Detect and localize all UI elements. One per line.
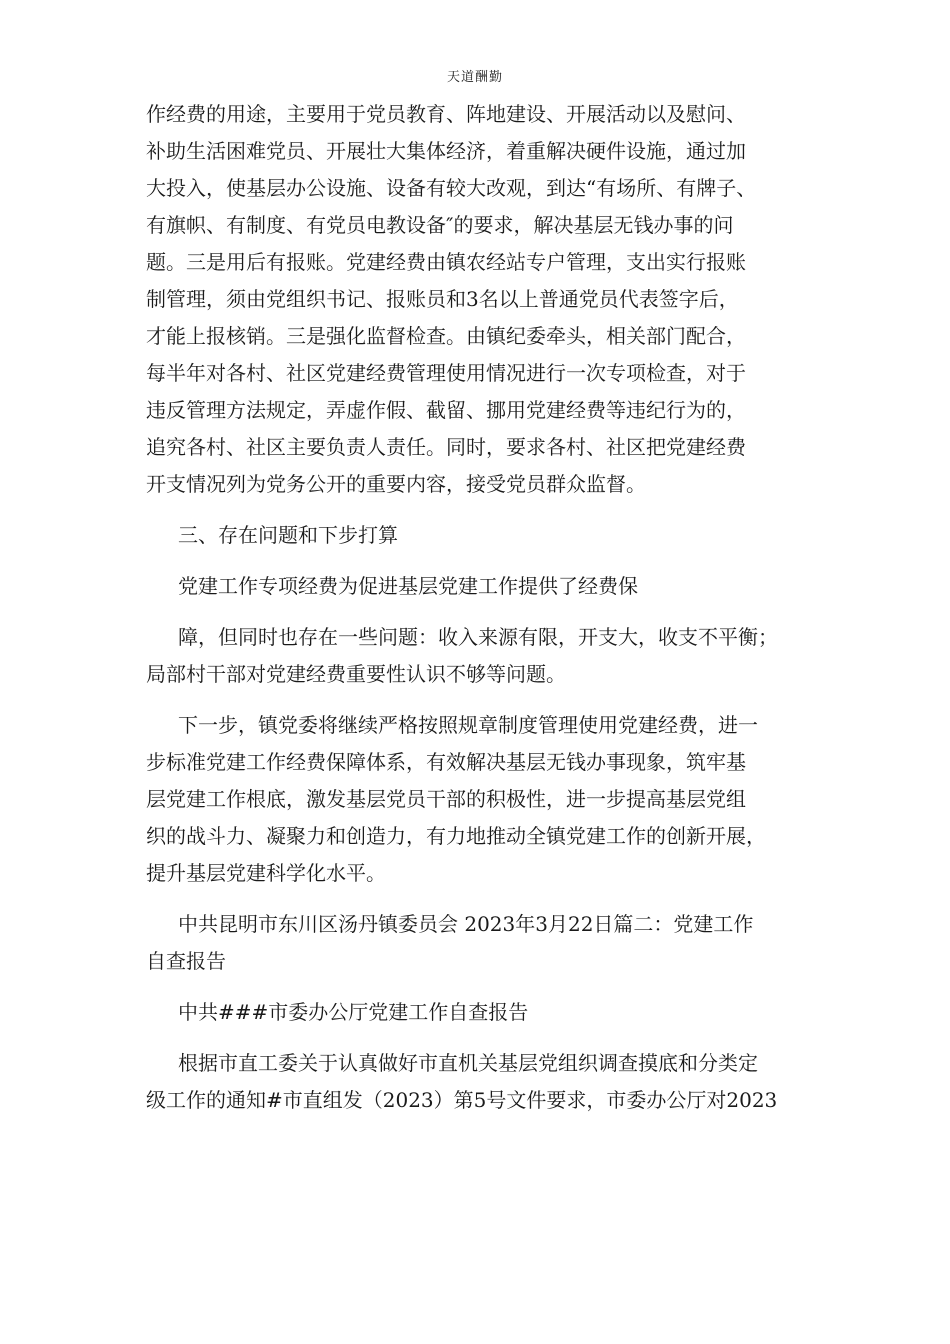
paragraph-signature [146,906,826,980]
text-line: 局部村干部对党建经费重要性认识不够等问题。 [146,662,566,686]
text-line: 下一步，镇党委将继续严格按照规章制度管理使用党建经费，进一 [178,713,758,737]
document-body [146,96,826,1119]
text-line: 有旗帜、有制度、有党员电教设备″的要求，解决基层无钱办事的问 [146,213,734,237]
paragraph-intro: 党建工作专项经费为促进基层党建工作提供了经费保 [178,574,638,598]
section-heading-3: 三、存在问题和下步打算 [178,523,398,547]
text-line: 作经费的用途，主要用于党员教育、阵地建设、开展活动以及慰问、 [146,102,746,126]
text-line: 提升基层党建科学化水平。 [146,861,386,885]
page-header: 天道酬勤 [446,70,503,85]
text-line: 中共昆明市东川区汤丹镇委员会 2023年3月22日篇二：党建工作 [178,912,754,936]
text-line: 违反管理方法规定，弄虚作假、截留、挪用党建经费等违纪行为的， [146,398,746,422]
text-line: 题。三是用后有报账。党建经费由镇农经站专户管理，支出实行报账 [146,250,746,274]
text-line: 追究各村、社区主要负责人责任。同时，要求各村、社区把党建经费 [146,435,746,459]
text-line: 障，但同时也存在一些问题：收入来源有限，开支大，收支不平衡； [178,625,778,649]
paragraph-next-steps [146,707,826,892]
text-line: 根据市直工委关于认真做好市直机关基层党组织调查摸底和分类定 [178,1051,758,1075]
text-line: 才能上报核销。三是强化监督检查。由镇纪委牵头，相关部门配合， [146,324,746,348]
text-line: 大投入，使基层办公设施、设备有较大改观，到达“有场所、有牌子、 [146,176,757,200]
text-line: 每半年对各村、社区党建经费管理使用情况进行一次专项检查，对于 [146,361,746,385]
text-line: 织的战斗力、凝聚力和创造力，有力地推动全镇党建工作的创新开展， [146,824,766,848]
text-line: 级工作的通知#市直组发（2023）第5号文件要求，市委办公厅对2023 [146,1088,778,1112]
paragraph-problems [146,619,826,693]
paragraph-report-basis [146,1045,826,1119]
report-title: 中共###市委办公厅党建工作自查报告 [178,1000,529,1024]
text-line: 补助生活困难党员、开展壮大集体经济，着重解决硬件设施，通过加 [146,139,746,163]
paragraph-funding-usage [146,96,826,503]
text-line: 开支情况列为党务公开的重要内容，接受党员群众监督。 [146,472,646,496]
text-line: 制管理，须由党组织书记、报账员和3名以上普通党员代表签字后， [146,287,739,311]
text-line: 层党建工作根底，激发基层党员干部的积极性，进一步提高基层党组 [146,787,746,811]
text-line: 步标准党建工作经费保障体系，有效解决基层无钱办事现象，筑牢基 [146,750,746,774]
text-line: 自查报告 [146,949,226,973]
